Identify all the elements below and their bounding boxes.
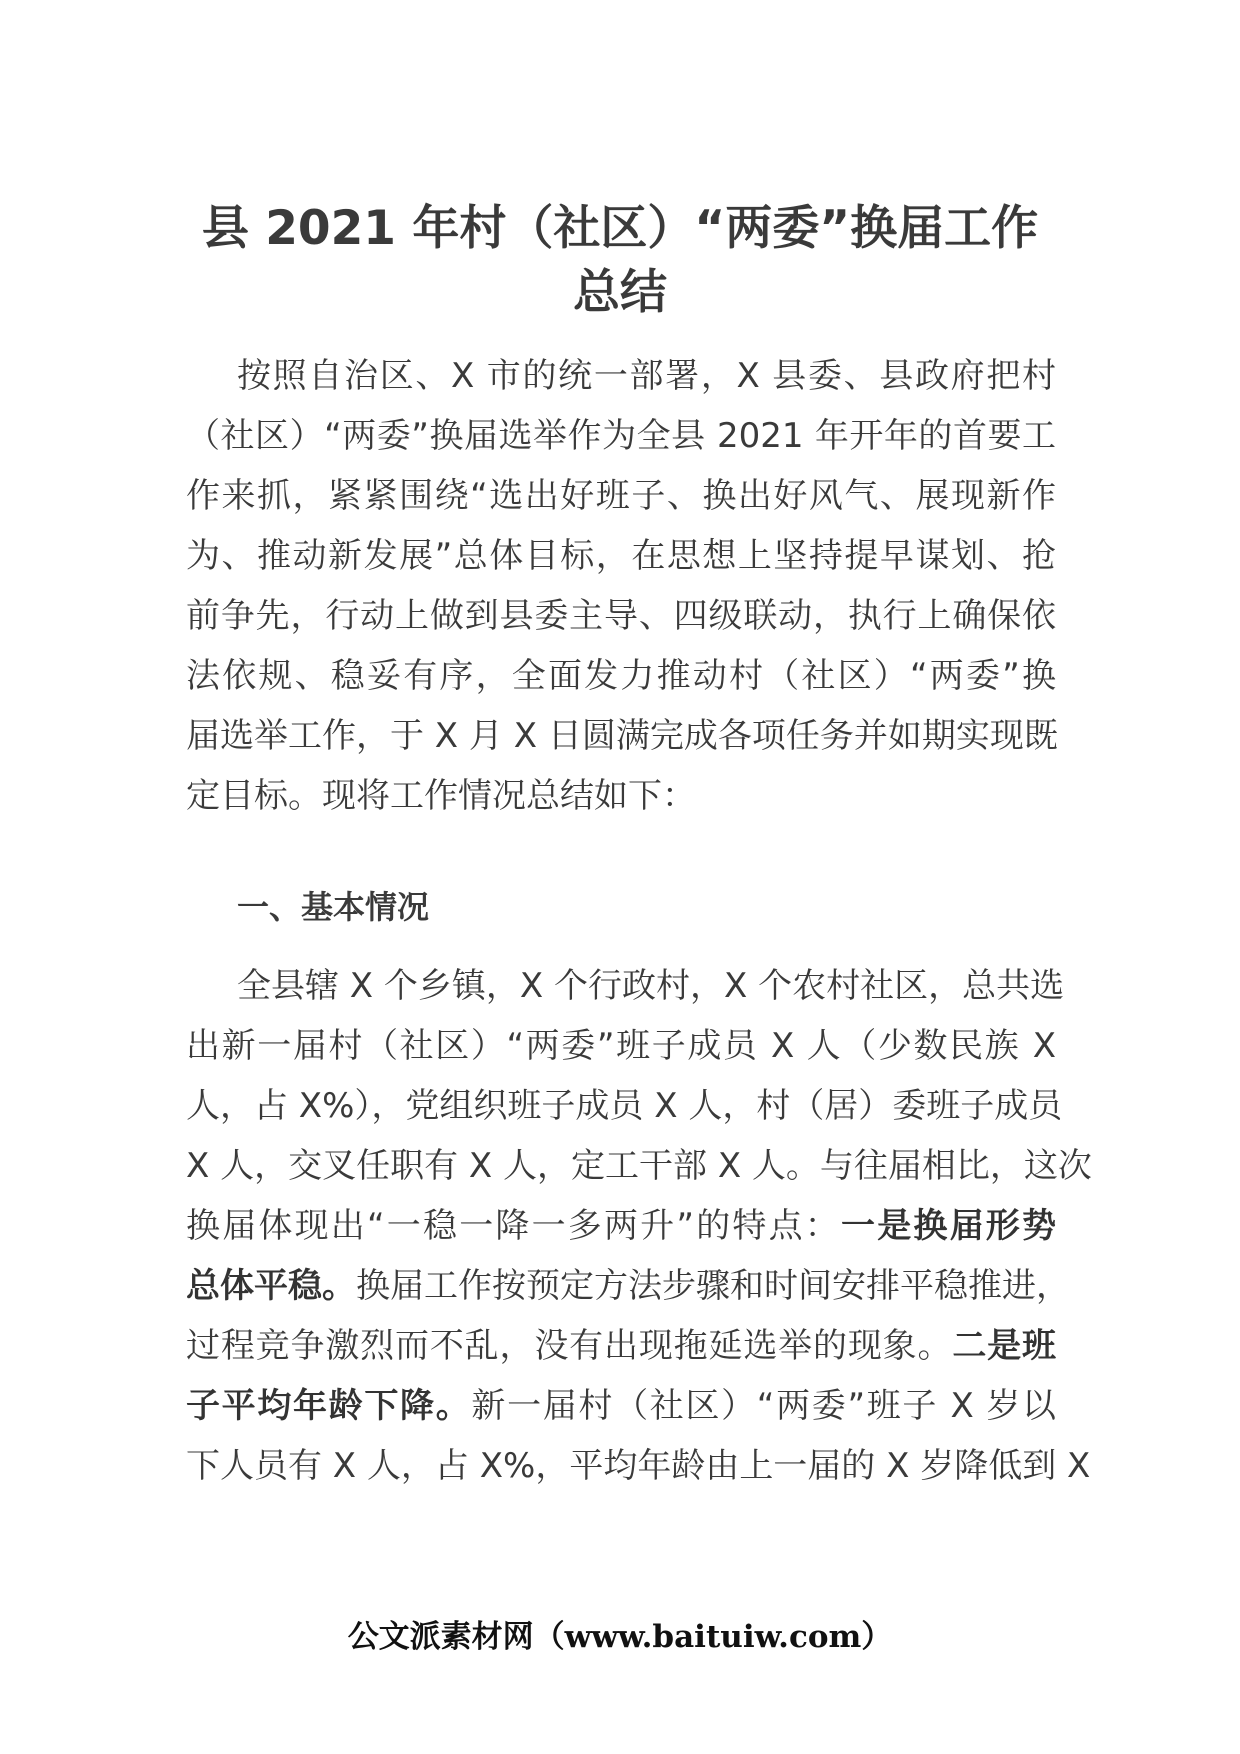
intro-line-7: 届选举工作，于 X 月 X 日圆满完成各项任务并如期实现既 [186, 716, 1058, 756]
section1-line-3: 人，占 X%），党组织班子成员 X 人，村（居）委班子成员 [186, 1086, 1063, 1126]
intro-line-1: 按照自治区、X 市的统一部署，X 县委、县政府把村 [237, 356, 1056, 396]
text-run: 换届体现出“一稳一降一多两升”的特点： [186, 1206, 841, 1246]
section1-line-8 [186, 1383, 1056, 1429]
intro-line-3: 作来抓，紧紧围绕“选出好班子、换出好风气、展现新作 [186, 476, 1056, 516]
section1-line-6 [186, 1263, 1070, 1309]
intro-line-5: 前争先，行动上做到县委主导、四级联动，执行上确保依 [186, 596, 1056, 636]
section1-line-2: 出新一届村（社区）“两委”班子成员 X 人（少数民族 X [186, 1026, 1056, 1066]
section-heading-basic-situation: 一、基本情况 [237, 888, 430, 926]
section1-line-9: 下人员有 X 人，占 X%，平均年龄由上一届的 X 岁降低到 X [186, 1446, 1091, 1486]
intro-line-6: 法依规、稳妥有序，全面发力推动村（社区）“两委”换 [186, 656, 1056, 696]
section1-line-5 [186, 1203, 1056, 1249]
bold-run: 总体平稳。 [186, 1266, 356, 1306]
footer-watermark: 公文派素材网（www.baituiw.com） [347, 1619, 893, 1655]
intro-line-4: 为、推动新发展”总体目标，在思想上坚持提早谋划、抢 [186, 536, 1056, 576]
section1-line-4: X 人，交叉任职有 X 人，定工干部 X 人。与往届相比，这次 [186, 1146, 1092, 1186]
text-run: 新一届村（社区）“两委”班子 X 岁以 [471, 1386, 1057, 1426]
bold-run: 一是换届形势 [841, 1206, 1056, 1246]
text-run: 过程竞争激烈而不乱，没有出现拖延选举的现象。 [186, 1326, 953, 1366]
text-run: 换届工作按预定方法步骤和时间安排平稳推进， [356, 1266, 1070, 1306]
section1-line-1: 全县辖 X 个乡镇，X 个行政村，X 个农村社区，总共选 [237, 966, 1065, 1006]
section1-line-7 [186, 1323, 1056, 1369]
bold-run: 子平均年龄下降。 [186, 1386, 472, 1426]
intro-line-8: 定目标。现将工作情况总结如下： [186, 776, 696, 816]
intro-line-2: （社区）“两委”换届选举作为全县 2021 年开年的首要工 [186, 416, 1056, 456]
document-title-line-2: 总结 [573, 265, 667, 320]
document-title-line-1: 县 2021 年村（社区）“两委”换届工作 [201, 201, 1039, 256]
bold-run: 二是班 [952, 1326, 1057, 1366]
